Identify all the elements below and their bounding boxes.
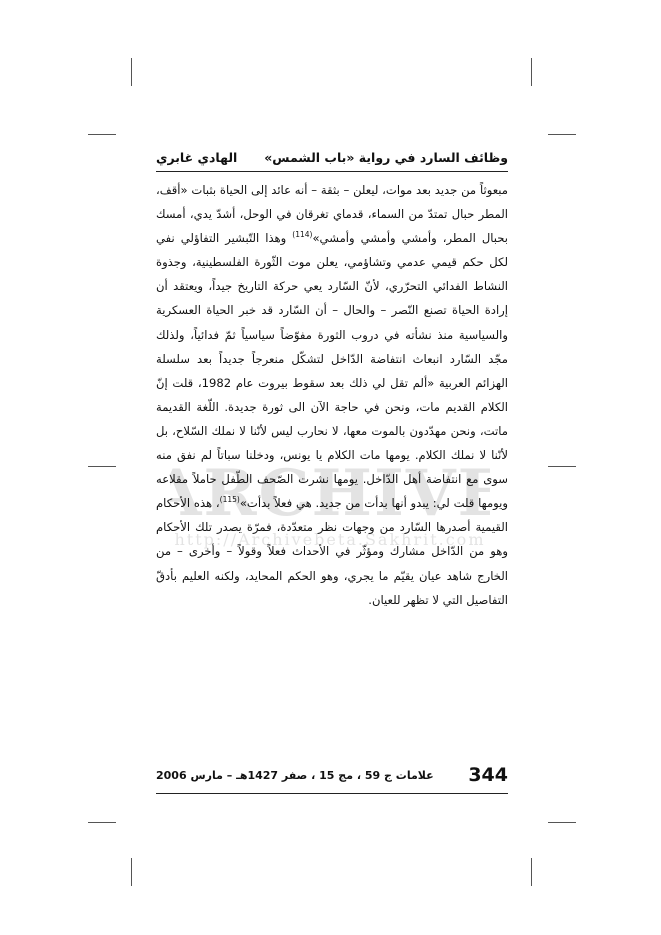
crop-mark	[531, 858, 532, 886]
footnote-ref: (115)	[219, 495, 240, 505]
footer-rule	[156, 793, 508, 794]
header-rule	[156, 171, 508, 172]
body-text	[156, 178, 508, 612]
crop-mark	[88, 822, 116, 823]
footnote-ref: (114)	[292, 230, 313, 240]
body-segment: مبعوثاً من جديد بعد موات، ليعلن – بثقة – أنه عائد إلى الحياة بثبات «أقف، المطر حبال تمتدّ من السماء، قدماي تغرقان في الوحل، أشدّ يدي، أمسك بحبال المطر، وأمشي وأمشي وأمشي»	[156, 183, 508, 246]
watermark-text: ARCHIVE	[170, 456, 490, 531]
running-header	[156, 150, 508, 165]
crop-mark	[531, 58, 532, 86]
watermark-url: http://Archivebeta.Sakhrit.com	[174, 530, 486, 549]
crop-mark	[88, 134, 116, 135]
page-footer	[156, 764, 508, 786]
body-segment: ، هذه الأحكام القيمية أصدرها السّارد من وجهات نظر متعدّدة، فمرّة يصدر تلك الأحكام وهو من الدّاخل مشارك ومؤثّر في الأحداث فعلاً وقولاً – وأخرى – من الخارج شاهد عيان يقيّم ما يجري، وهو الحكم المحايد، ولكنه العليم بأدقّ التفاصيل التي لا تظهر للعيان.	[156, 496, 508, 607]
page-number: 344	[468, 764, 508, 786]
crop-mark	[548, 466, 576, 467]
crop-mark	[131, 858, 132, 886]
crop-mark	[548, 134, 576, 135]
header-article-title: وظائف السارد في رواية «باب الشمس»	[264, 150, 508, 165]
body-paragraph	[156, 178, 508, 612]
crop-mark	[88, 466, 116, 467]
journal-citation: علامات ج 59 ، مج 15 ، صفر 1427هـ – مارس 2006	[156, 768, 434, 782]
crop-mark	[131, 58, 132, 86]
body-segment: وهذا التّبشير التفاؤلي نفي لكل حكم قيمي عدمي وتشاؤمي، يعلن موت الثّورة الفلسطينية، وجذوة النشاط الفدائي التحرّري، لأنّ السّارد يعي حركة التاريخ جيداً، ويعتقد أن إرادة الحياة تصنع النّصر – والحال – أن السّارد قد خبر الحياة العسكرية والسياسية منذ نشأته في دروب الثورة مفوّضاً سياسياً ثمّ فدائياً، ولذلك مجّد السّارد انبعاث انتفاضة الدّاخل لتشكّل منعرجاً جديداً بعد سلسلة الهزائم العربية «ألم تقل لي ذلك بعد سقوط بيروت عام 1982، قلت إنّ الكلام القديم مات، ونحن في حاجة الآن الى ثورة جديدة. اللّغة القديمة ماتت، ونحن مهدّدون بالموت معها، لا نحارب ليس لأنّنا لا نملك السّلاح، بل لأنّنا لا نملك الكلام. يومها مات الكلام يا يونس، ودخلنا سباتاً لم نفق منه سوى مع انتفاضة أهل الدّاخل. يومها نشرت الصّحف الطّفل حاملاً مقلاعه ويومها قلت لي: يبدو أنها بدأت من جديد. هي فعلاً بدأت»	[156, 231, 508, 511]
header-author-name: الهادي غابري	[156, 150, 238, 165]
crop-mark	[548, 822, 576, 823]
